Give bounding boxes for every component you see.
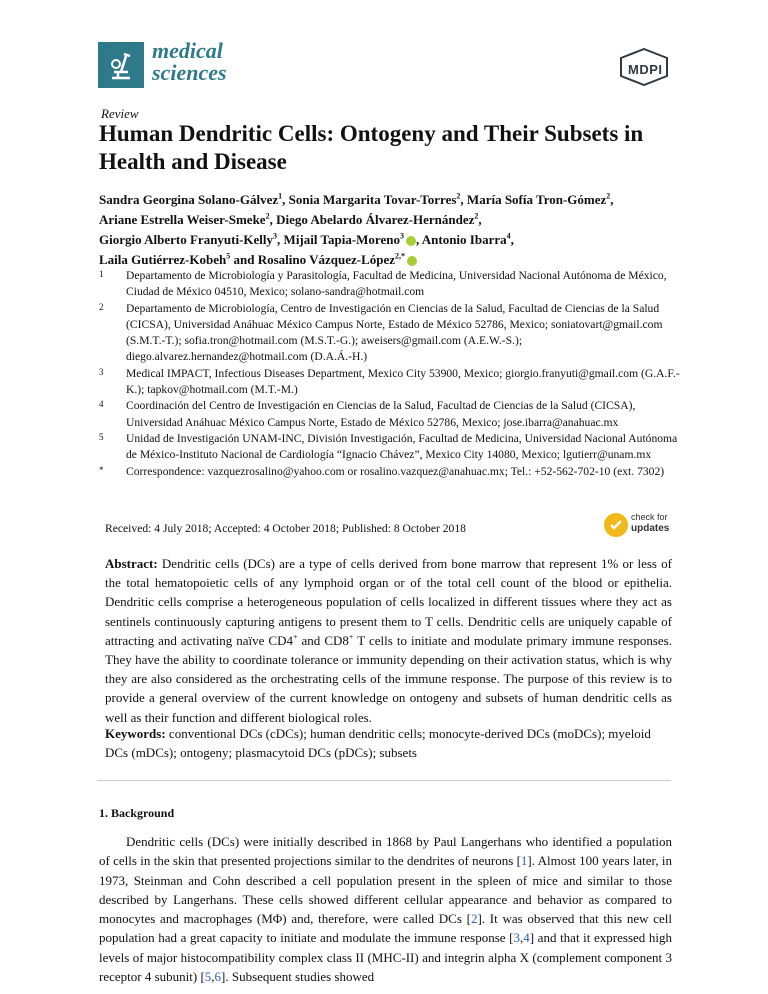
affiliation-number: 1 [99,269,104,279]
author-name[interactable]: María Sofía Tron-Gómez [466,192,607,207]
citation-link[interactable]: 1 [520,853,528,869]
author-sup: 4 [506,231,511,241]
journal-name-line1: medical [152,38,223,63]
author-sep: , [610,192,614,207]
affiliation-text: Departamento de Microbiología y Parasitología, Facultad de Medicina, Universidad Nacional Autónoma de México, Ciudad de México 04510, Mexico; solano-sandra@hotmail.com [126,269,667,299]
abstract-sup: + [348,632,354,642]
author-sup: 3 [273,231,278,241]
affiliation-item [99,398,689,431]
affiliation-number: 3 [99,366,104,377]
affiliation-text: Departamento de Microbiología, Centro de Investigación en Ciencias de la Salud, Facultad de Ciencias de la Salud (CICSA), Universidad Anáhuac México Campus Norte, Estado de México 52786, Mexico; soniatovart@gmail.com (S.M.T.-T.); sofia.tron@hotmail.com (M.S.T.-G.); aweisers@gmail.com (A.E.W.-S.); diego.alvarez.hernandez@hotmail.com (D.A.Á.-H.) [126,301,663,364]
affiliation-text: Coordinación del Centro de Investigación en Ciencias de la Salud, Facultad de Ciencias de la Salud (CICSA), Universidad Anáhuac México Campus Norte, Estado de México 52786, Mexico; jose.ibarra@anahuac.mx [126,399,636,429]
citation-link[interactable]: 2 [470,911,478,927]
author-name[interactable]: Antonio Ibarra [421,232,507,247]
author-sup: 2 [606,191,611,201]
body-text: ]. Almost 100 years later, in 1973, Steinman and Cohn described a cell population present in the spleen of mice and similar to those described by Langerhans. These cells showed different cellular appearance and behavior as compared to monocytes and macrophages (MΦ) and, therefore, were called DCs [ [99,853,673,927]
author-name[interactable]: Ariane Estrella Weiser-Smeke [99,212,266,227]
section-body: Dendritic cells (DCs) were initially described in 1868 by Paul Langerhans who identified a population of cells in the skin that presented projections similar to the dendrites of neurons [1]. Almost 100 years later, in 1973, Steinman and Cohn described a cell population present in the spleen of mice and similar to those described by Langerhans. These cells showed different cellular appearance and behavior as compared to monocytes and macrophages (MΦ) and, therefore, were called DCs [2]. It was observed that this new cell population had a great capacity to initiate and modulate the immune response [3,4] and that it expressed high levels of major histocompatibility complex class II (MHC-II) and integrin alpha X (complement component 3 receptor 4 subunit) [5,6]. Subsequent studies showed [99,834,673,985]
journal-name [152,40,227,84]
author-list [99,190,699,270]
section-heading: 1. Background [99,806,175,820]
affiliation-number: 5 [99,431,104,442]
correspondence-text: Correspondence: vazquezrosalino@yahoo.com or rosalino.vazquez@anahuac.mx; Tel.: +52-562-702-10 (ext. 7302) [126,464,665,478]
publisher-name: MDPI [628,62,663,77]
author-name[interactable]: Sandra Georgina Solano-Gálvez [99,192,279,207]
author-sep: , [478,212,482,227]
keywords-label: Keywords: [105,726,166,741]
abstract-label: Abstract: [105,556,158,571]
affiliation-item [99,268,689,301]
orcid-icon[interactable] [407,256,417,266]
author-sep: , [460,192,467,207]
abstract [105,554,672,727]
check-for-updates-icon[interactable] [604,513,628,537]
author-sup: 5 [226,251,231,261]
affiliation-number: 2 [99,301,104,312]
abstract-text: Dendritic cells (DCs) are a type of cells derived from bone marrow that represent 1% or less of the total hematopoietic cells of any lymphoid organ or of the total cell count of the blood or epithelia. Dendritic cells comprise a heterogeneous population of cells localized in different tissues where they act as sentinels continuously capturing antigens to present them to T cells. Dendritic cells are uniquely capable of attracting and activating naïve CD4 [105,556,672,648]
affiliation-number: 4 [99,399,104,410]
author-sep: and [230,252,258,267]
affiliation-item [99,301,689,366]
author-name[interactable]: Diego Abelardo Álvarez-Hernández [276,212,475,227]
keywords [105,724,672,762]
check-updates-line2: updates [631,523,670,534]
author-sep: , [282,192,289,207]
page-title: Human Dendritic Cells: Ontogeny and Their Subsets in Health and Disease [99,121,644,174]
author-sep: , [269,212,277,227]
author-sup: 2,* [395,251,406,261]
body-text: ] and that it expressed high levels of major histocompatibility complex class II (MHC-II) and integrin alpha X (complement component 3 receptor 4 subunit) [ [99,930,672,985]
keywords-text: conventional DCs (cDCs); human dendritic cells; monocyte-derived DCs (moDCs); myeloid DCs (mDCs); ontogeny; plasmacytoid DCs (pDCs); subsets [105,726,651,761]
author-sep: , [510,232,514,247]
citation-link[interactable]: 6 [214,969,222,985]
correspondence-item [99,464,689,480]
body-text: ]. Subsequent studies showed [221,969,375,985]
citation-link[interactable]: 5 [204,969,212,985]
author-sep: , [277,232,284,247]
body-text: Dendritic cells (DCs) were initially described in 1868 by Paul Langerhans who identified a population of cells in the skin that presented projections similar to the dendrites of neurons [ [99,834,672,869]
check-updates-line1: check for [631,512,668,522]
affiliation-list [99,268,689,480]
abstract-text: and CD8 [297,632,349,648]
author-name[interactable]: Giorgio Alberto Franyuti-Kelly [99,232,274,247]
abstract-text: T cells to initiate and modulate primary immune responses. They have the ability to coordinate tolerance or immunity depending on their activation status, which is why they are also considered as the orchestrating cells of the immune response. The purpose of this review is to provide a general overview of the current knowledge on ontogeny and subsets of human dendritic cells as well as their function and different biological roles. [105,632,672,725]
author-sep: , [415,232,422,247]
affiliation-text: Medical IMPACT, Infectious Diseases Department, Mexico City 53900, Mexico; giorgio.franyuti@gmail.com (G.A.F.-K.); tapkov@hotmail.com (M.T.-M.) [126,366,680,397]
author-name[interactable]: Rosalino Vázquez-López [257,252,396,267]
orcid-icon[interactable] [406,236,416,246]
publication-dates: Received: 4 July 2018; Accepted: 4 October 2018; Published: 8 October 2018 [105,522,466,535]
journal-name-line2: sciences [152,60,227,85]
affiliation-text: Unidad de Investigación UNAM-INC, División Investigación, Facultad de Medicina, Universidad Nacional Autónoma de México-Instituto Nacional de Cardiología “Ignacio Chávez”, Mexico City 14080, Mexico; lgutierr@unam.mx [126,431,678,462]
author-sup: 2 [456,191,461,201]
affiliation-number: * [99,464,104,475]
affiliation-item [99,366,689,399]
author-name[interactable]: Laila Gutiérrez-Kobeh [99,252,227,267]
journal-logo-icon [98,42,144,88]
body-text: ]. It was observed that this new cell population had a great capacity to initiate and modulate the immune response [ [99,911,673,946]
author-name[interactable]: Sonia Margarita Tovar-Torres [288,192,457,207]
author-sup: 3 [399,231,404,241]
article-type: Review [101,106,139,121]
author-sup: 2 [265,211,270,221]
citation-link[interactable]: 4 [523,930,530,946]
divider [97,780,671,781]
author-name[interactable]: Mijail Tapia-Moreno [283,232,400,247]
abstract-sup: + [292,632,298,642]
author-sup: 2 [474,211,479,221]
citation-link[interactable]: 3 [513,930,520,946]
affiliation-item [99,431,689,464]
author-sup: 1 [278,191,283,201]
check-for-updates-button[interactable] [631,512,669,534]
